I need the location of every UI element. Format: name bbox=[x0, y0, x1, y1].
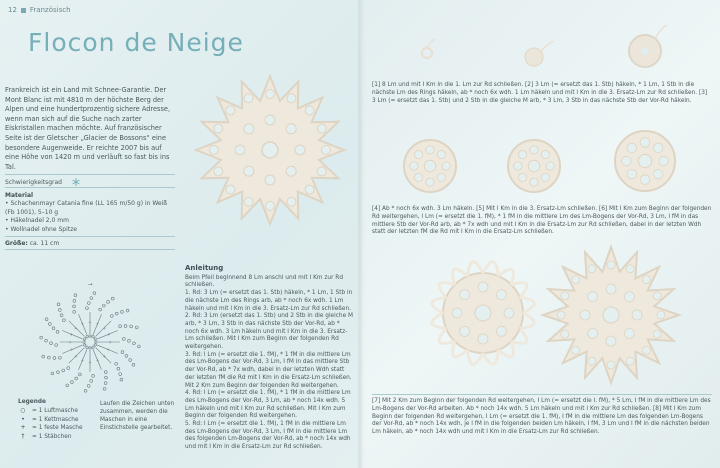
material-item: • Wollnadel ohne Spitze bbox=[5, 225, 77, 233]
svg-text:+: + bbox=[80, 357, 85, 363]
svg-text:+: + bbox=[106, 331, 111, 337]
divider bbox=[5, 187, 175, 188]
svg-text:+: + bbox=[95, 321, 100, 327]
legend-item bbox=[18, 416, 83, 424]
round-text: 4. Rd: I Lm (= ersetzt die 1. fM), * 1 fM in die mittlere Lm des Lm-Bogens der Vor-Rd, 3 Lm, ab * noch 14x wdh. 5 Lm häkeln und mit I Km zur Rd schließen. Mit I Km zum Beginn der folgenden Rd weitergehen. bbox=[185, 390, 351, 420]
snowflake-photo bbox=[190, 70, 350, 230]
legend-title: Legende bbox=[18, 399, 46, 405]
double-crochet-icon: † bbox=[21, 433, 25, 440]
step-photo-6 bbox=[600, 116, 690, 206]
step-photo-8 bbox=[536, 240, 686, 390]
step-photo-3 bbox=[620, 22, 670, 72]
svg-text:+: + bbox=[74, 325, 78, 331]
size-label: Größe: bbox=[5, 240, 28, 247]
chart-note: Laufen die Zeichen unten zusammen, werden die Maschen in eine Einstichstelle gearbeitet. bbox=[100, 401, 175, 431]
materials-heading: Material bbox=[5, 192, 34, 199]
svg-text:+: + bbox=[74, 353, 78, 359]
divider bbox=[5, 174, 175, 175]
page-header bbox=[8, 6, 71, 14]
step-text-4-6: [4] Ab * noch 6x wdh. 3 Lm häkeln. [5] Mit I Km in die 3. Ersatz-Lm schließen. [6] Mit I Km zum Beginn der folgenden Rd weitergehen, I Lm (= ersetzt die 1. fM), * 1 fM in die mittlere Lm des Lm-Bogens der Vor-Rd, 3 Lm, I fM in das mittlere Stb der Vor-Rd arb, ab * 7x wdh und mit I Km in die Ersatz-Lm zur Rd schließen, dabei in der letzten Wdh statt der letzten fM die Rd mit I Km in die Ersatz-Lm schließen. bbox=[372, 206, 712, 236]
legend-label: = 1 feste Masche bbox=[32, 425, 83, 432]
svg-text:+: + bbox=[69, 331, 74, 337]
round-text: 1. Rd: 3 Lm (= ersetzt das 1. Stb) häkeln, * 1 Lm, 1 Stb in die nächste Lm des Rings arb, ab * noch 6x wdh. 1 Lm häkeln und mit I Km in die 3. Ersatz-Lm zur Rd schließen. bbox=[185, 290, 353, 312]
svg-text:→: → bbox=[87, 281, 93, 288]
chain-stitch-icon: ○ bbox=[20, 408, 26, 415]
legend-item bbox=[18, 424, 83, 432]
materials-section bbox=[5, 192, 175, 234]
svg-text:+: + bbox=[88, 359, 92, 365]
section-marker-icon bbox=[21, 8, 26, 13]
step-photo-1 bbox=[412, 36, 442, 66]
instructions bbox=[185, 265, 355, 452]
book-spine bbox=[358, 0, 366, 468]
svg-text:+: + bbox=[106, 347, 111, 353]
page-number: 12 bbox=[8, 6, 17, 14]
round-text: 3. Rd: I Lm (= ersetzt die 1. fM), * 1 fM in die mittlere Lm des Lm-Bogens der Vor-Rd, 3 Lm, I fM in das mittlere Stb der Vor-Rd, ab * 7x wdh, dabei in der letzten Wdh statt der letzten fM die Rd mit I Km in die Ersatz-Lm schließen. Mit 2 Km zum Beginn der folgenden Rd weitergehen. bbox=[185, 351, 352, 389]
round-text: 2. Rd: 3 Lm (ersetzt das 1. Stb) und 2 Stb in die gleiche M arb, * 3 Lm, 3 Stb in das nächste Stb der Vor-Rd, ab * noch 6x wdh. 3 Lm häkeln und mit I Km in die 3. Ersatz-Lm schließen. Mit I Km zum Beginn der folgenden Rd weitergehen. bbox=[185, 313, 354, 351]
divider bbox=[372, 394, 712, 395]
legend-label: = 1 Luftmasche bbox=[32, 408, 78, 415]
step-photo-4 bbox=[390, 126, 470, 206]
material-item: • Häkelnadel 2,0 mm bbox=[5, 217, 69, 225]
svg-text:+: + bbox=[102, 353, 106, 359]
legend bbox=[18, 398, 83, 441]
page-title: Flocon de Neige bbox=[28, 28, 244, 57]
legend-label: = 1 Kettmasche bbox=[32, 416, 79, 423]
step-photo-2 bbox=[516, 36, 556, 70]
section-name: Französisch bbox=[29, 6, 71, 14]
legend-item bbox=[18, 433, 83, 441]
svg-text:+: + bbox=[69, 347, 74, 353]
divider bbox=[5, 249, 175, 250]
svg-text:+: + bbox=[108, 339, 112, 345]
svg-text:+: + bbox=[80, 321, 85, 327]
difficulty-row bbox=[5, 178, 175, 186]
svg-text:+: + bbox=[88, 319, 92, 325]
legend-item bbox=[18, 407, 83, 415]
step-text-1-3: [1] 8 Lm und mit I Km in die 1. Lm zur Rd schließen. [2] 3 Lm (= ersetzt das 1. Stb) häkeln, * 1 Lm, 1 Stb in die nächste Lm des Rings häkeln, ab * noch 6x wdh. 1 Lm häkeln und mit I Km in die 3. Ersatz-Lm zur Rd schließen. [3] 3 Lm (= ersetzt das 1. Stb) und 2 Stb in die gleiche M arb, * 3 Lm, 3 Stb in das nächste Stb der Vor-Rd häkeln. bbox=[372, 82, 708, 104]
difficulty-label: Schwierigkeitsgrad bbox=[5, 178, 62, 186]
intro-text: Frankreich ist ein Land mit Schnee-Garantie. Der Mont Blanc ist mit 4810 m der höchste Berg der Alpen und eine hundertprozentig sichere Adresse, wenn man sich auf die Suche nach zarter Eiskristallen machen möchte. Auf französischer Seite ist der Gletscher „Glacier de Bossons“ eine besondere Augenweide. Er reichte 2007 bis auf eine Höhe von 1420 m und verläuft so fast bis ins Tal. bbox=[5, 86, 171, 171]
svg-text:+: + bbox=[68, 339, 72, 345]
snowflake-icon bbox=[72, 178, 80, 186]
slip-stitch-icon: • bbox=[21, 416, 25, 423]
instructions-intro: Beim Pfeil beginnend 8 Lm anschl und mit I Km zur Rd schließen. bbox=[185, 274, 344, 289]
divider bbox=[5, 236, 175, 237]
material-item: • Schachenmayr Catania fine (LL 165 m/50 g) in Weiß (Fb 1001), 5–10 g bbox=[5, 200, 168, 216]
svg-text:+: + bbox=[95, 357, 100, 363]
single-crochet-icon: + bbox=[20, 425, 26, 432]
step-text-7-8: [7] Mit 2 Km zum Beginn der folgenden Rd weitergehen, I Lm (= ersetzt die I. fM), * 5 Lm, I fM in die mittlere Lm des Lm-Bogens der Vor-Rd arbeiten. Ab * noch 14x wdh. 5 Lm häkeln und mit I Km zur Rd schließen. [8] Mit I Km zum Beginn der folgenden Rd weitergehen, I Lm (= ersetzt die 1. fM), I fM in die mittlere Lm des folgenden Lm-Bogens der Vor-Rd, ab * noch 14x wdh, je I fM in die folgenden beiden Lm häkeln, I fM, 3 Lm und I fM in die nächsten beiden Lm häkeln, ab * noch 14x wdh und mit I Km in die Ersatz-Lm zur Rd schließen. bbox=[372, 398, 711, 436]
step-photo-5 bbox=[494, 126, 574, 206]
size-info bbox=[5, 240, 59, 247]
instructions-heading: Anleitung bbox=[185, 264, 224, 272]
round-text: 5. Rd: I Lm (= ersetzt die 1. fM), 1 fM in die mittlere Lm des Lm-Bogens der Vor-Rd, 3 Lm, I fM in die mittlere Lm des folgenden Lm-Bogens der Vor-Rd, ab * noch 14x wdh und mit I Km in die Ersatz-Lm zur Rd schließen. bbox=[185, 421, 351, 451]
legend-label: = 1 Stäbchen bbox=[32, 433, 72, 440]
crochet-chart bbox=[30, 282, 150, 402]
size-value: ca. 11 cm bbox=[29, 240, 60, 247]
svg-text:+: + bbox=[102, 325, 106, 331]
